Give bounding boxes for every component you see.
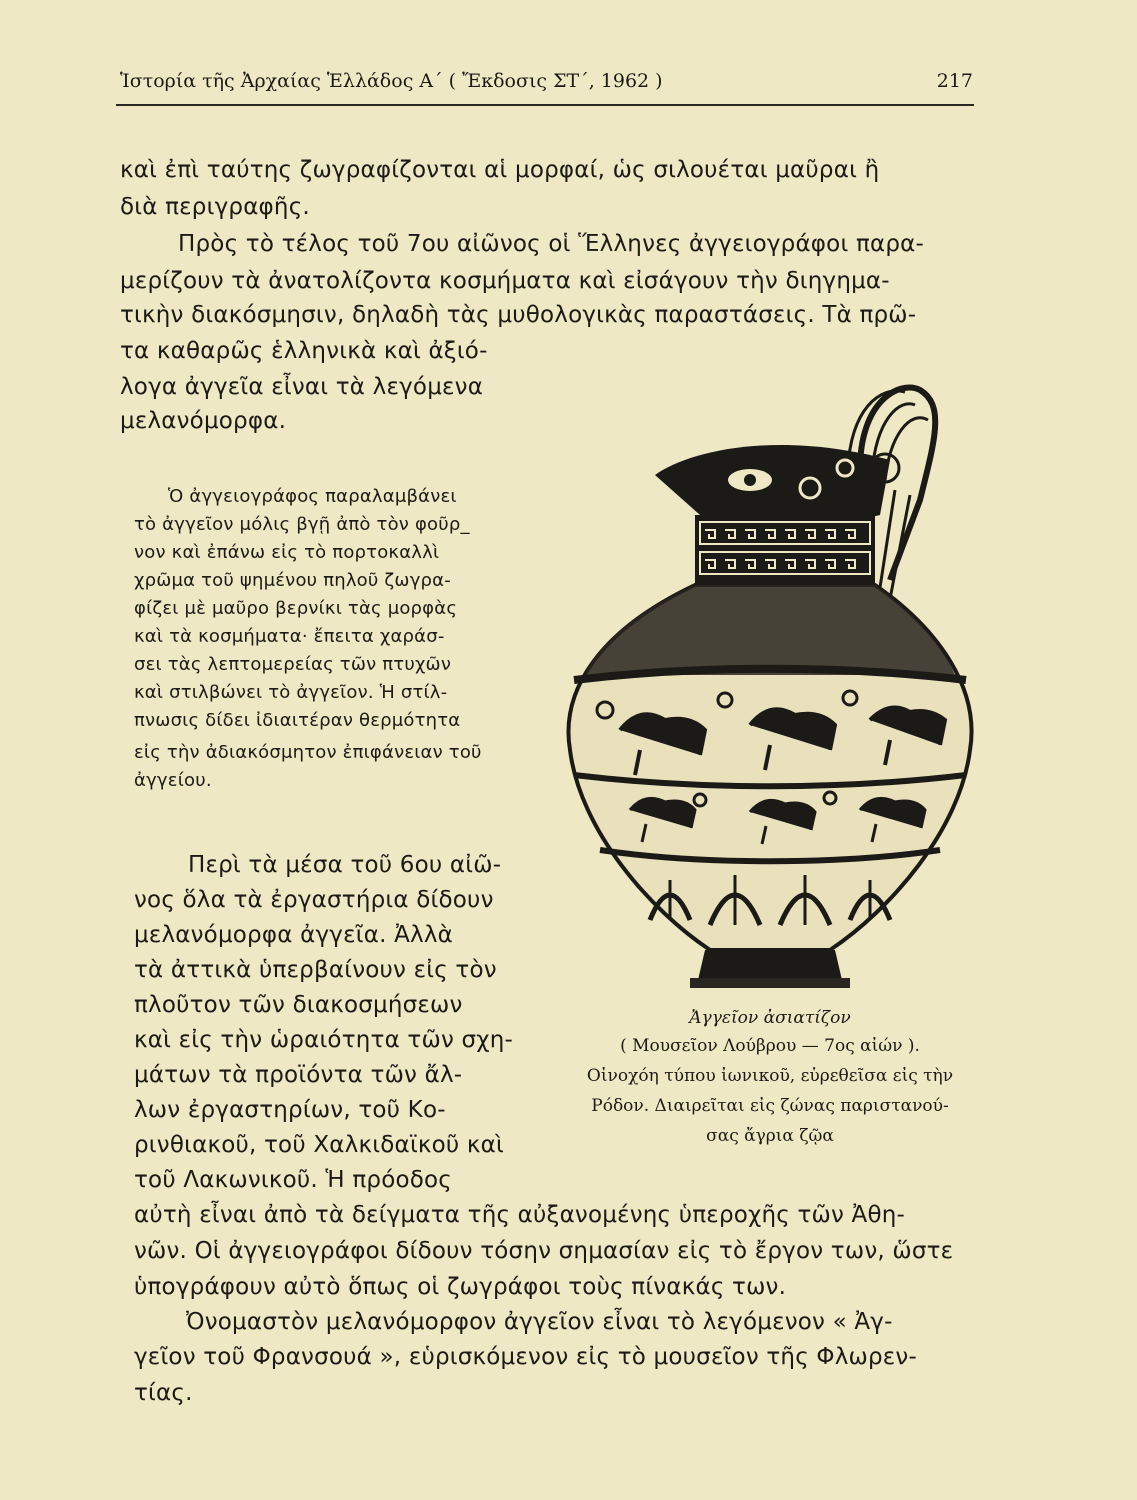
- text-line: μερίζουν τὰ ἀνατολίζοντα κοσμήματα καὶ εἰσάγουν τὴν διηγημα-: [120, 268, 890, 294]
- text-line: καὶ εἰς τὴν ὡραιότητα τῶν σχη-: [134, 1027, 514, 1053]
- page-number: 217: [936, 70, 973, 92]
- text-line: τικὴν διακόσμησιν, δηλαδὴ τὰς μυθολογικὰς παραστάσεις. Τὰ πρῶ-: [120, 302, 917, 328]
- text-line: μελανόμορφα ἀγγεῖα. Ἀλλὰ: [134, 922, 454, 948]
- text-line: τα καθαρῶς ἑλληνικὰ καὶ ἀξιό-: [120, 338, 488, 364]
- text-line: τοῦ Λακωνικοῦ. Ἡ πρόοδος: [134, 1167, 452, 1193]
- note-line: πνωσις δίδει ἰδιαιτέραν θερμότητα: [134, 710, 461, 731]
- note-line: Ὁ ἀγγειογράφος παραλαμβάνει: [168, 486, 457, 507]
- text-line: λογα ἀγγεῖα εἶναι τὰ λεγόμενα: [120, 374, 484, 400]
- text-line: νῶν. Οἱ ἀγγειογράφοι δίδουν τόσην σημασίαν εἰς τὸ ἔργον των, ὥστε: [134, 1238, 954, 1264]
- text-line: γεῖον τοῦ Φρανσουά », εὑρισκόμενον εἰς τὸ μουσεῖον τῆς Φλωρεν-: [134, 1344, 917, 1370]
- text-line: μελανόμορφα.: [120, 408, 287, 434]
- text-line: Περὶ τὰ μέσα τοῦ 6ου αἰῶ-: [188, 852, 502, 878]
- text-line: πλοῦτον τῶν διακοσμήσεων: [134, 992, 463, 1018]
- text-line: ὑπογράφουν αὐτὸ ὅπως οἱ ζωγράφοι τοὺς πίνακάς των.: [134, 1274, 787, 1300]
- text-line: καὶ ἐπὶ ταύτης ζωγραφίζονται αἱ μορφαί, ὡς σιλουέται μαῦραι ἢ: [120, 157, 880, 183]
- note-line: νον καὶ ἐπάνω εἰς τὸ πορτοκαλλὶ: [134, 542, 440, 563]
- note-line: εἰς τὴν ἀδιακόσμητον ἐπιφάνειαν τοῦ: [134, 742, 482, 763]
- note-line: σει τὰς λεπτομερείας τῶν πτυχῶν: [134, 654, 452, 675]
- text-line: Ὀνομαστὸν μελανόμορφον ἀγγεῖον εἶναι τὸ λεγόμενον « Ἀγ-: [186, 1309, 893, 1335]
- caption-desc-line: σας ἄγρια ζῷα: [706, 1126, 834, 1146]
- text-line: αὐτὴ εἶναι ἀπὸ τὰ δείγματα τῆς αὐξανομένης ὑπεροχῆς τῶν Ἀθη-: [134, 1202, 906, 1228]
- note-line: τὸ ἀγγεῖον μόλις βγῇ ἀπὸ τὸν φοῦρ_: [134, 514, 470, 535]
- caption-desc-line: Οἰνοχόη τύπου ἰωνικοῦ, εὑρεθεῖσα εἰς τὴν: [586, 1066, 954, 1086]
- note-line: καὶ τὰ κοσμήματα· ἔπειτα χαράσ-: [134, 626, 445, 647]
- caption-desc-line: Ρόδον. Διαιρεῖται εἰς ζώνας παριστανού-: [591, 1096, 949, 1116]
- text-line: διὰ περιγραφῆς.: [120, 194, 310, 220]
- note-line: χρῶμα τοῦ ψημένου πηλοῦ ζωγρα-: [134, 570, 451, 591]
- text-line: τίας.: [134, 1380, 193, 1406]
- header-rule: [116, 104, 974, 106]
- caption-source: ( Μουσεῖον Λούβρου — 7ος αἰών ).: [620, 1036, 920, 1056]
- note-line: ἀγγείου.: [134, 770, 212, 791]
- oinochoe-illustration: [560, 380, 980, 1000]
- text-line: νος ὅλα τὰ ἐργαστήρια δίδουν: [134, 887, 494, 913]
- text-line: ρινθιακοῦ, τοῦ Χαλκιδαϊκοῦ καὶ: [134, 1132, 504, 1158]
- text-line: Πρὸς τὸ τέλος τοῦ 7ου αἰῶνος οἱ Ἕλληνες ἀγγειογράφοι παρα-: [178, 231, 925, 257]
- text-line: τὰ ἀττικὰ ὑπερβαίνουν εἰς τὸν: [134, 957, 497, 983]
- note-line: φίζει μὲ μαῦρο βερνίκι τὰς μορφὰς: [134, 598, 458, 619]
- caption-title: Ἀγγεῖον ἀσιατίζον: [689, 1008, 851, 1028]
- text-line: μάτων τὰ προϊόντα τῶν ἄλ-: [134, 1062, 463, 1088]
- running-header: [120, 66, 973, 100]
- text-line: λων ἐργαστηρίων, τοῦ Κο-: [134, 1097, 446, 1123]
- note-line: καὶ στιλβώνει τὸ ἀγγεῖον. Ἡ στίλ-: [134, 682, 448, 703]
- header-title: Ἱστορία τῆς Ἀρχαίας Ἑλλάδος Α΄ ( Ἔκδοσις ΣΤ΄, 1962 ): [120, 70, 663, 92]
